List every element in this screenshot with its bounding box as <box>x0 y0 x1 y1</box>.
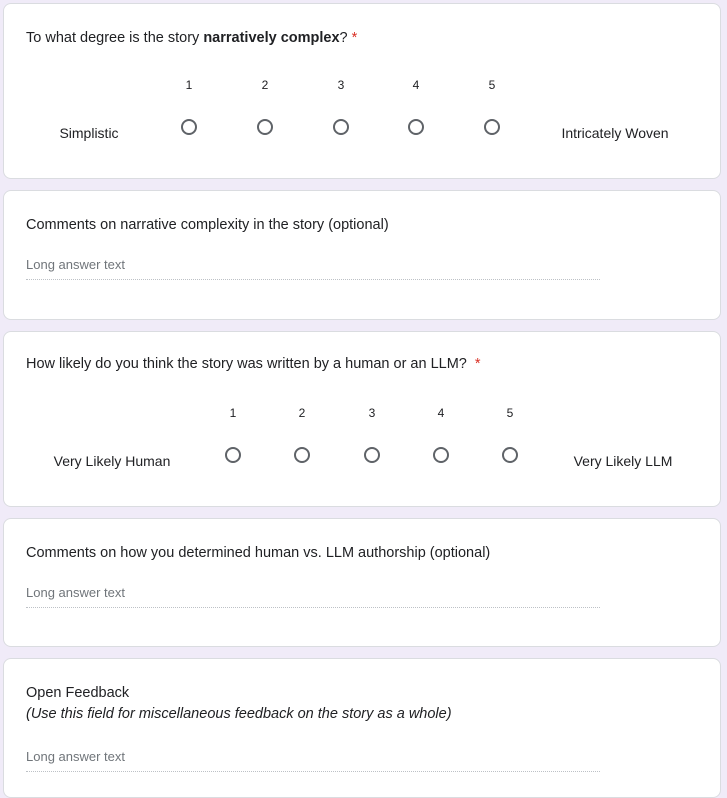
question-title: Comments on how you determined human vs. LLM authorship (optional) <box>26 545 491 561</box>
scale-label-2: 2 <box>261 78 269 92</box>
question-title <box>26 354 481 374</box>
scale-label-4: 4 <box>412 78 420 92</box>
radio-option-3[interactable] <box>364 447 380 463</box>
long-answer-input[interactable]: Long answer text <box>26 257 600 280</box>
radio-option-2[interactable] <box>294 447 310 463</box>
question-title <box>26 28 357 48</box>
radio-option-1[interactable] <box>225 447 241 463</box>
scale-label-5: 5 <box>488 78 496 92</box>
radio-option-4[interactable] <box>433 447 449 463</box>
question-card-human-vs-llm <box>3 331 721 507</box>
radio-option-3[interactable] <box>333 119 349 135</box>
required-asterisk: * <box>351 30 358 46</box>
radio-option-5[interactable] <box>484 119 500 135</box>
radio-option-2[interactable] <box>257 119 273 135</box>
scale-label-1: 1 <box>229 406 237 420</box>
scale-high-label: Intricately Woven <box>561 125 669 141</box>
question-title: Comments on narrative complexity in the story (optional) <box>26 217 389 233</box>
question-card-complexity-comments <box>3 190 721 320</box>
scale-low-label: Very Likely Human <box>53 453 171 469</box>
radio-option-4[interactable] <box>408 119 424 135</box>
question-title-suffix: ? <box>339 30 348 46</box>
long-answer-input[interactable]: Long answer text <box>26 585 600 608</box>
scale-low-label: Simplistic <box>59 125 119 141</box>
question-card-open-feedback <box>3 658 721 798</box>
question-description: (Use this field for miscellaneous feedback on the story as a whole) <box>26 706 452 722</box>
scale-label-4: 4 <box>437 406 445 420</box>
question-title-emphasis: narratively complex <box>203 30 340 46</box>
scale-label-1: 1 <box>185 78 193 92</box>
scale-label-2: 2 <box>298 406 306 420</box>
question-card-narrative-complexity <box>3 3 721 179</box>
question-title: Open Feedback <box>26 685 130 701</box>
required-asterisk: * <box>474 356 481 372</box>
radio-option-5[interactable] <box>502 447 518 463</box>
radio-option-1[interactable] <box>181 119 197 135</box>
scale-label-5: 5 <box>506 406 514 420</box>
question-card-authorship-comments <box>3 518 721 647</box>
long-answer-input[interactable]: Long answer text <box>26 749 600 772</box>
scale-high-label: Very Likely LLM <box>573 453 673 469</box>
question-title-text: How likely do you think the story was written by a human or an LLM? <box>26 356 467 372</box>
scale-label-3: 3 <box>368 406 376 420</box>
question-title-text: To what degree is the story <box>26 30 204 46</box>
scale-label-3: 3 <box>337 78 345 92</box>
